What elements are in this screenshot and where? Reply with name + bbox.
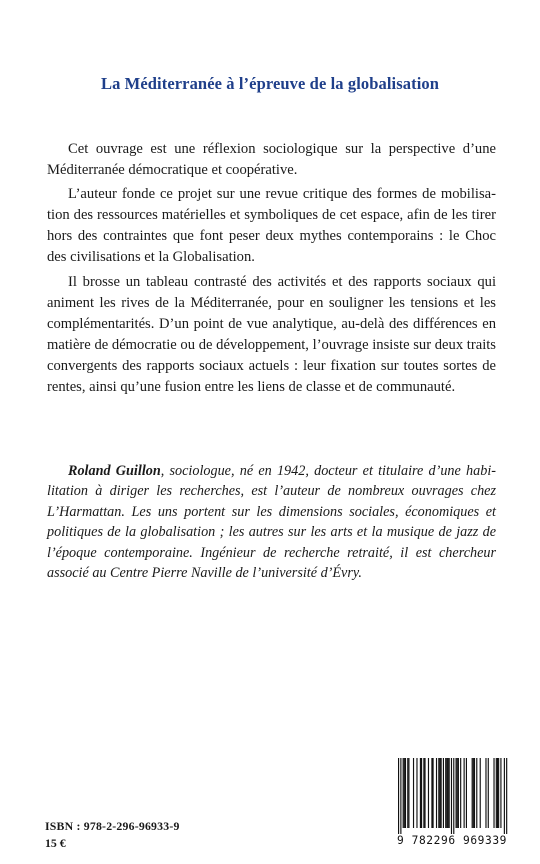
price: 15 € xyxy=(45,836,66,850)
barcode-bar xyxy=(405,758,406,828)
barcode-bar xyxy=(439,758,440,828)
barcode-bar xyxy=(441,758,442,828)
barcode-bar xyxy=(413,758,414,828)
barcode-bar xyxy=(480,758,481,828)
barcode-bar xyxy=(453,758,454,834)
barcode-bar xyxy=(445,758,446,828)
barcode-bar xyxy=(420,758,421,828)
barcode xyxy=(386,754,518,854)
barcode-bar xyxy=(428,758,429,828)
barcode-bar xyxy=(443,758,444,828)
barcode-bar xyxy=(488,758,489,828)
isbn: ISBN : 978-2-296-96933-9 xyxy=(45,819,180,833)
barcode-bar xyxy=(504,758,505,834)
blurb xyxy=(47,139,496,401)
barcode-bar xyxy=(436,758,437,828)
author-bio-paragraph xyxy=(47,461,496,583)
barcode-bar xyxy=(472,758,473,828)
barcode-bar xyxy=(407,758,408,828)
barcode-bar xyxy=(456,758,457,828)
barcode-bar xyxy=(404,758,405,828)
barcode-bar xyxy=(433,758,434,828)
book-title: La Méditerranée à l’épreuve de la globalisation xyxy=(100,74,440,93)
barcode-bar xyxy=(447,758,448,828)
author-bio xyxy=(47,461,496,583)
barcode-bar xyxy=(466,758,467,828)
barcode-bar xyxy=(498,758,499,828)
barcode-bar xyxy=(500,758,501,828)
barcode-digits: 9 782296 969339 xyxy=(396,834,508,847)
author-bio-text: , sociologue, né en 1942, docteur et titulaire d’une habilitation à diriger les recherches, est l’auteur de nombreux ouvrages chez L’Harmattan. Les uns portent sur les dimensions sociales, économiques et politiques de la globalisation ; les autres sur les arts et la musique de jazz de l’époque contemporaine. Ingénieur de recherche retraité, il est chercheur associé au Centre Pierre Naville de l’université d’Évry. xyxy=(47,463,496,582)
barcode-bar xyxy=(431,758,432,828)
blurb-paragraph: L’auteur fonde ce projet sur une revue critique des formes de mobilisation des ressources matérielles et symboliques de cet espace, afin de les tirer hors des contraintes que font peser deux mythes contemporains : le Choc des civilisations et la Globalisation. xyxy=(47,186,496,266)
barcode-bar xyxy=(493,758,494,828)
barcode-bars xyxy=(386,754,518,836)
barcode-bar xyxy=(473,758,474,828)
barcode-bar xyxy=(485,758,486,828)
barcode-bar xyxy=(446,758,447,828)
barcode-bar xyxy=(457,758,458,828)
barcode-bar xyxy=(423,758,424,828)
barcode-bar xyxy=(400,758,401,834)
barcode-bar xyxy=(408,758,409,828)
blurb-paragraph: Il brosse un tableau contrasté des activités et des rapports sociaux qui animent les rives de la Méditerranée, pour en souligner les tensions et les complémentarités. D’un point de vue analytique, au-delà des différences en matière de démocratie ou de développement, l’ouvrage insiste sur deux traits convergents des rapports sociaux actuels : leur fixation sur toutes sortes de rentes, ainsi qu’une fusion entre les liens de classe et de communauté. xyxy=(47,273,496,396)
barcode-bar xyxy=(403,758,404,828)
barcode-bar xyxy=(476,758,477,828)
barcode-bar xyxy=(438,758,439,828)
barcode-bar xyxy=(464,758,465,828)
barcode-bar xyxy=(421,758,422,828)
barcode-bar xyxy=(497,758,498,828)
blurb-paragraph: Cet ouvrage est une réflexion sociologique sur la perspective d’une Méditerranée démocratique et coopérative. xyxy=(47,141,496,179)
barcode-bar xyxy=(416,758,417,828)
barcode-bar xyxy=(451,758,452,834)
barcode-bar xyxy=(449,758,450,828)
author-name: Roland Guillon xyxy=(68,463,161,479)
barcode-bar xyxy=(460,758,461,828)
barcode-bar xyxy=(424,758,425,828)
barcode-bar xyxy=(474,758,475,828)
barcode-bar xyxy=(398,758,399,834)
barcode-bar xyxy=(506,758,507,834)
barcode-bar xyxy=(458,758,459,828)
barcode-bar xyxy=(496,758,497,828)
